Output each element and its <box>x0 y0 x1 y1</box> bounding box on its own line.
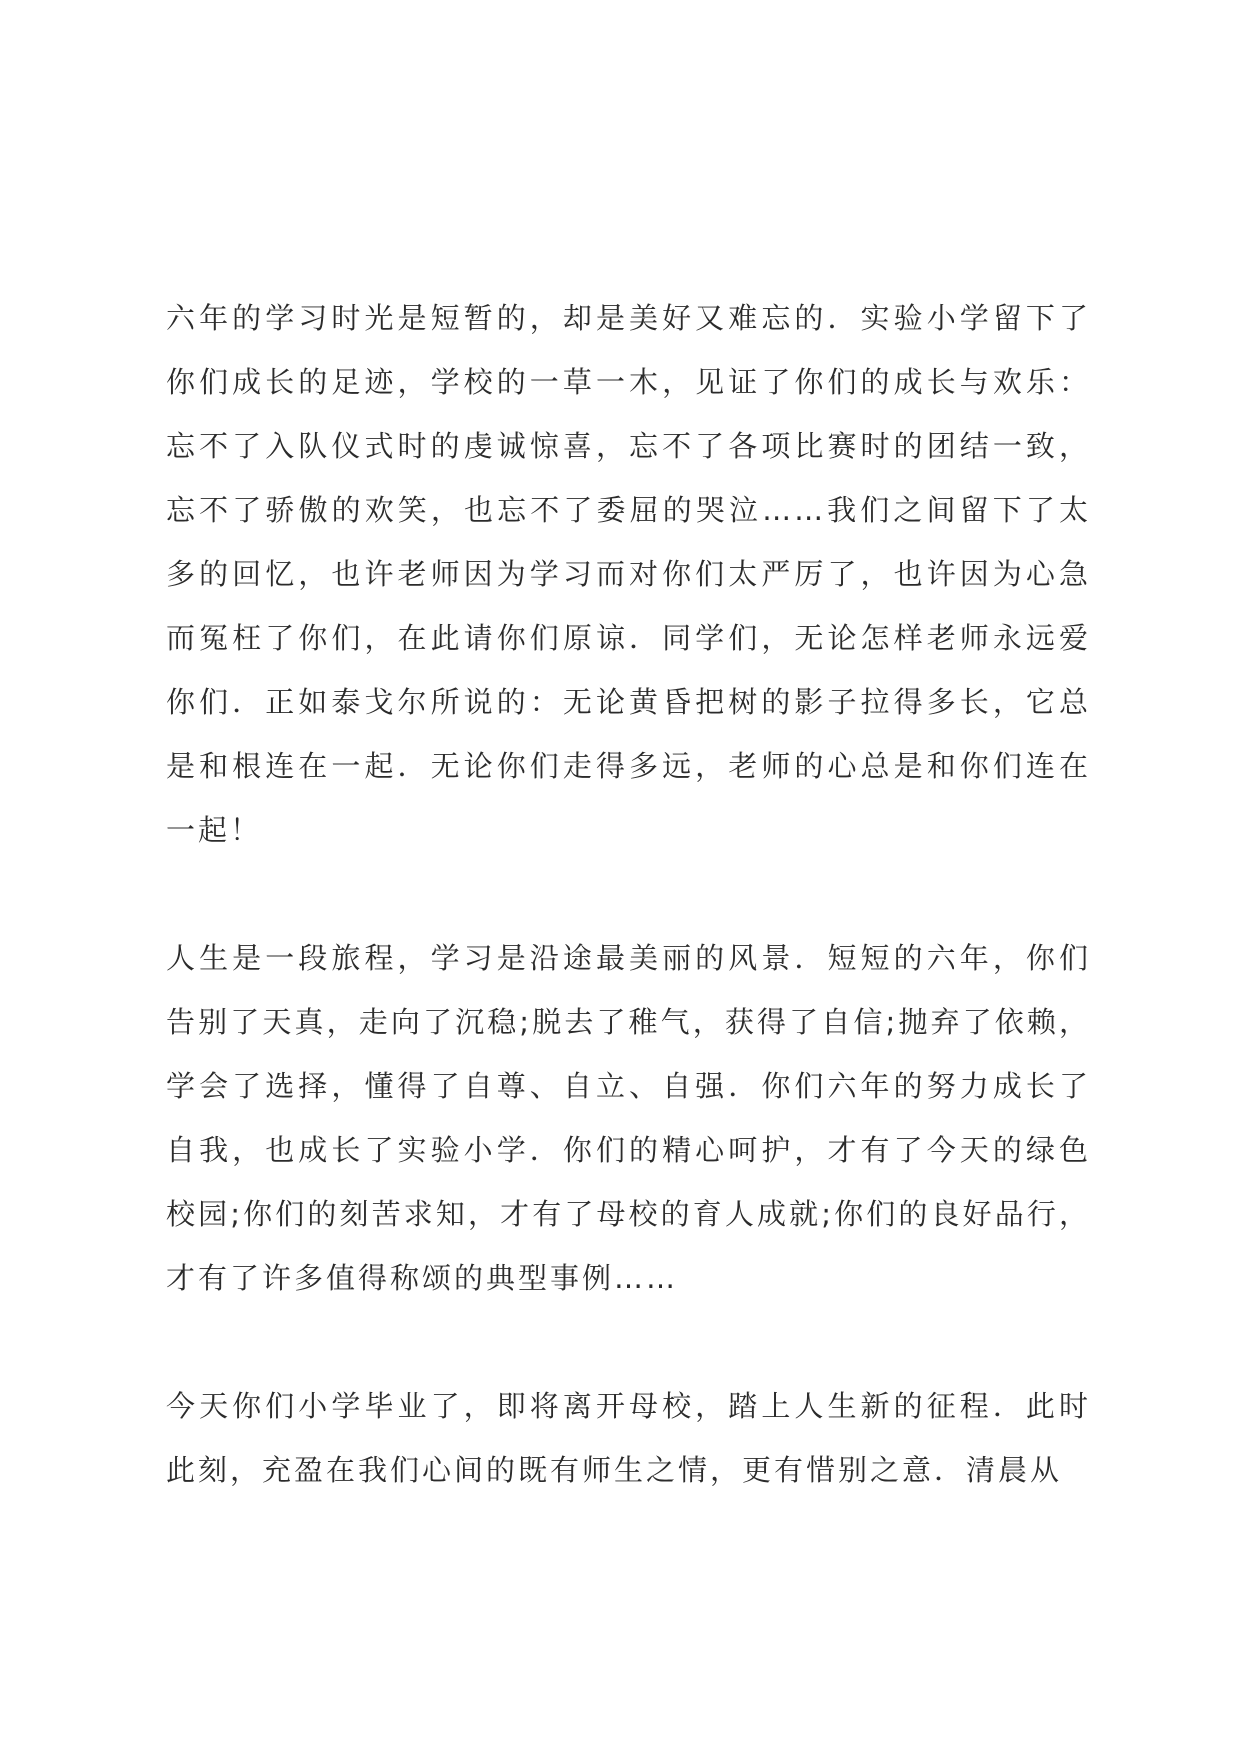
paragraph-memories: 六年的学习时光是短暂的，却是美好又难忘的．实验小学留下了你们成长的足迹，学校的一草一木，见证了你们的成长与欢乐：忘不了入队仪式时的虔诚惊喜，忘不了各项比赛时的团结一致，忘不了骄傲的欢笑，也忘不了委屈的哭泣……我们之间留下了太多的回忆，也许老师因为学习而对你们太严厉了，也许因为心急而冤枉了你们，在此请你们原谅．同学们，无论怎样老师永远爱你们．正如泰戈尔所说的：无论黄昏把树的影子拉得多长，它总是和根连在一起．无论你们走得多远，老师的心总是和你们连在一起！ <box>166 301 1091 847</box>
paragraph-journey: 人生是一段旅程，学习是沿途最美丽的风景．短短的六年，你们告别了天真，走向了沉稳;脱去了稚气，获得了自信;抛弃了依赖，学会了选择，懂得了自尊、自立、自强．你们六年的努力成长了自我，也成长了实验小学．你们的精心呵护，才有了今天的绿色校园;你们的刻苦求知，才有了母校的育人成就;你们的良好品行，才有了许多值得称颂的典型事例…… <box>166 941 1091 1295</box>
document-body <box>166 286 1091 1502</box>
paragraph-graduation: 今天你们小学毕业了，即将离开母校，踏上人生新的征程．此时此刻，充盈在我们心间的既有师生之情，更有惜别之意．清晨从 <box>166 1389 1091 1487</box>
